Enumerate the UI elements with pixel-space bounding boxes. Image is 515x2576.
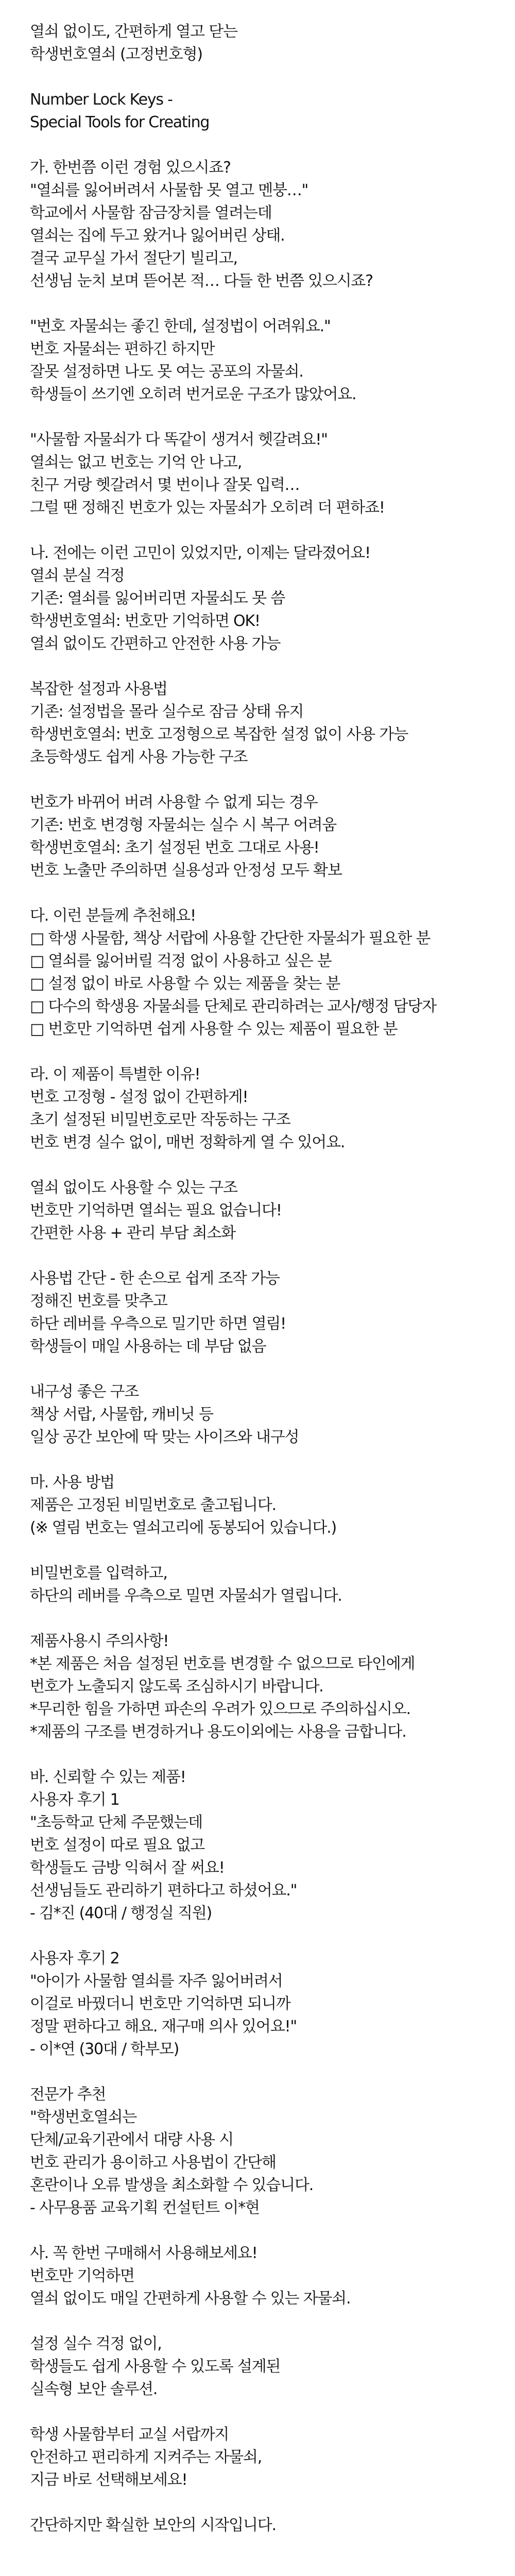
text-line: "열쇠를 잃어버려서 사물함 못 열고 멘붕…" bbox=[30, 181, 308, 199]
text-line: 열쇠 분실 걱정 bbox=[30, 567, 125, 585]
text-line: 학교에서 사물함 잠금장치를 열려는데 bbox=[30, 204, 272, 222]
text-line: 바. 신뢰할 수 있는 제품! bbox=[30, 1768, 186, 1786]
text-line: 제품사용시 주의사항! bbox=[30, 1632, 169, 1650]
text-line: 학생들도 쉽게 사용할 수 있도록 설계된 bbox=[30, 2358, 281, 2376]
text-line: 결국 교무실 가서 절단기 빌리고, bbox=[30, 249, 237, 267]
text-line: "번호 자물쇠는 좋긴 한데, 설정법이 어려워요." bbox=[30, 317, 331, 335]
text-line: 전문가 추천 bbox=[30, 2086, 106, 2104]
text-line: 번호만 기억하면 열쇠는 필요 없습니다! bbox=[30, 1201, 282, 1219]
text-line: 하단 레버를 우측으로 밀기만 하면 열림! bbox=[30, 1315, 286, 1333]
paragraph-gap bbox=[30, 882, 493, 905]
text-line: 일상 공간 보안에 딱 맞는 사이즈와 내구성 bbox=[30, 1428, 299, 1446]
paragraph-gap bbox=[30, 1041, 493, 1063]
text-line: - 사무용품 교육기획 컨설턴트 이*현 bbox=[30, 2199, 260, 2217]
product-description bbox=[30, 21, 493, 2537]
text-line: 복잡한 설정과 사용법 bbox=[30, 680, 167, 698]
text-line: 정해진 번호를 맞추고 bbox=[30, 1292, 167, 1310]
text-line: 마. 사용 방법 bbox=[30, 1473, 114, 1492]
text-line: Number Lock Keys - bbox=[30, 91, 173, 109]
text-line: 책상 서랍, 사물함, 캐비닛 등 bbox=[30, 1405, 213, 1423]
text-line: 번호가 바뀌어 버려 사용할 수 없게 되는 경우 bbox=[30, 793, 318, 811]
paragraph-gap bbox=[30, 1743, 493, 1766]
paragraph-gap bbox=[30, 134, 493, 157]
text-line: 비밀번호를 입력하고, bbox=[30, 1564, 167, 1582]
text-line: □ 학생 사물함, 책상 서랍에 사용할 간단한 자물쇠가 필요한 분 bbox=[30, 929, 431, 947]
text-line: □ 열쇠를 잃어버릴 걱정 없이 사용하고 싶은 분 bbox=[30, 952, 332, 970]
text-line: 친구 거랑 헷갈려서 몇 번이나 잘못 입력… bbox=[30, 476, 300, 494]
text-line: 설정 실수 걱정 없이, bbox=[30, 2335, 162, 2353]
text-line: 학생 사물함부터 교실 서랍까지 bbox=[30, 2426, 229, 2444]
paragraph-gap bbox=[30, 2492, 493, 2514]
text-line: 사용법 간단 - 한 손으로 쉽게 조작 가능 bbox=[30, 1269, 280, 1287]
text-line: 열쇠는 없고 번호는 기억 안 나고, bbox=[30, 453, 242, 471]
text-line: "초등학교 단체 주문했는데 bbox=[30, 1814, 202, 1832]
text-line: 기존: 열쇠를 잃어버리면 자물쇠도 못 씀 bbox=[30, 589, 285, 607]
paragraph-gap bbox=[30, 1154, 493, 1177]
paragraph-gap bbox=[30, 1358, 493, 1381]
text-line: 하단의 레버를 우측으로 밀면 자물쇠가 열립니다. bbox=[30, 1587, 342, 1605]
text-line: 번호만 기억하면 bbox=[30, 2267, 134, 2285]
text-line: *무리한 힘을 가하면 파손의 우려가 있으므로 주의하십시오. bbox=[30, 1700, 410, 1718]
text-line: 학생들도 금방 익혀서 잘 써요! bbox=[30, 1859, 225, 1877]
text-line: 혼란이나 오류 발생을 최소화할 수 있습니다. bbox=[30, 2176, 314, 2194]
text-line: 제품은 고정된 비밀번호로 출고됩니다. bbox=[30, 1496, 276, 1514]
text-line: 선생님들도 관리하기 편하다고 하셨어요." bbox=[30, 1882, 297, 1900]
paragraph-gap bbox=[30, 655, 493, 678]
text-line: 실속형 보안 솔루션. bbox=[30, 2380, 158, 2398]
paragraph-gap bbox=[30, 1539, 493, 1562]
text-line: 열쇠 없이도 매일 간편하게 사용할 수 있는 자물쇠. bbox=[30, 2290, 351, 2308]
text-line: 단체/교육기관에서 대량 사용 시 bbox=[30, 2131, 234, 2149]
text-line: 학생번호열쇠: 초기 설정된 번호 그대로 사용! bbox=[30, 839, 319, 857]
text-line: 초등학생도 쉽게 사용 가능한 구조 bbox=[30, 748, 248, 766]
text-line: 번호 변경 실수 없이, 매번 정확하게 열 수 있어요. bbox=[30, 1133, 345, 1151]
paragraph-gap bbox=[30, 2401, 493, 2424]
text-line: "아이가 사물함 열쇠를 자주 잃어버려서 bbox=[30, 1972, 283, 1990]
text-line: *제품의 구조를 변경하거나 용도이외에는 사용을 금합니다. bbox=[30, 1723, 406, 1741]
text-line: - 김*진 (40대 / 행정실 직원) bbox=[30, 1904, 212, 1922]
text-line: 기존: 설정법을 몰라 실수로 잠금 상태 유지 bbox=[30, 703, 304, 721]
text-line: 번호 고정형 - 설정 없이 간편하게! bbox=[30, 1088, 248, 1106]
text-line: 사. 꼭 한번 구매해서 사용해보세요! bbox=[30, 2244, 258, 2262]
text-line: 학생번호열쇠 (고정번호형) bbox=[30, 45, 202, 63]
text-line: 열쇠 없이도 사용할 수 있는 구조 bbox=[30, 1179, 237, 1197]
text-line: □ 설정 없이 바로 사용할 수 있는 제품을 찾는 분 bbox=[30, 975, 340, 993]
text-line: 사용자 후기 1 bbox=[30, 1791, 119, 1809]
paragraph-gap bbox=[30, 66, 493, 89]
paragraph-gap bbox=[30, 406, 493, 429]
text-line: *본 제품은 처음 설정된 번호를 변경할 수 없으므로 타인에게 bbox=[30, 1655, 415, 1673]
paragraph-gap bbox=[30, 293, 493, 315]
paragraph-gap bbox=[30, 769, 493, 791]
text-line: 열쇠 없이도, 간편하게 열고 닫는 bbox=[30, 23, 237, 41]
paragraph-gap bbox=[30, 2219, 493, 2242]
text-line: "사물함 자물쇠가 다 똑같이 생겨서 헷갈려요!" bbox=[30, 431, 328, 449]
text-line: 열쇠 없이도 간편하고 안전한 사용 가능 bbox=[30, 635, 281, 653]
paragraph-gap bbox=[30, 519, 493, 542]
paragraph-gap bbox=[30, 1449, 493, 1471]
text-line: - 이*연 (30대 / 학부모) bbox=[30, 2040, 179, 2058]
text-line: 지금 바로 선택해보세요! bbox=[30, 2471, 187, 2489]
text-line: 열쇠는 집에 두고 왔거나 잃어버린 상태. bbox=[30, 227, 285, 245]
paragraph-gap bbox=[30, 1245, 493, 1267]
text-line: 나. 전에는 이런 고민이 있었지만, 이제는 달라졌어요! bbox=[30, 544, 370, 562]
text-line: 간편한 사용 + 관리 부담 최소화 bbox=[30, 1224, 235, 1242]
text-line: 간단하지만 확실한 보안의 시작입니다. bbox=[30, 2516, 276, 2534]
text-line: 가. 한번쯤 이런 경험 있으시죠? bbox=[30, 159, 231, 177]
text-line: 사용자 후기 2 bbox=[30, 1950, 119, 1968]
text-line: 번호가 노출되지 않도록 조심하시기 바랍니다. bbox=[30, 1677, 323, 1696]
text-line: Special Tools for Creating bbox=[30, 113, 210, 131]
paragraph-gap bbox=[30, 1925, 493, 1947]
text-line: 정말 편하다고 해요. 재구매 의사 있어요!" bbox=[30, 2018, 297, 2036]
text-line: □ 다수의 학생용 자물쇠를 단체로 관리하려는 교사/행정 담당자 bbox=[30, 997, 436, 1015]
paragraph-gap bbox=[30, 2061, 493, 2083]
text-line: 잘못 설정하면 나도 못 여는 공포의 자물쇠. bbox=[30, 363, 303, 381]
text-line: "학생번호열쇠는 bbox=[30, 2108, 137, 2126]
text-line: 그럴 땐 정해진 번호가 있는 자물쇠가 오히려 더 편하죠! bbox=[30, 499, 385, 517]
paragraph-gap bbox=[30, 2310, 493, 2333]
text-line: 번호 관리가 용이하고 사용법이 간단해 bbox=[30, 2154, 276, 2172]
text-line: 안전하고 편리하게 지켜주는 자물쇠, bbox=[30, 2448, 262, 2466]
text-line: 학생번호열쇠: 번호만 기억하면 OK! bbox=[30, 612, 260, 630]
text-line: 선생님 눈치 보며 뜯어본 적… 다들 한 번쯤 있으시죠? bbox=[30, 272, 373, 290]
text-line: 기존: 번호 변경형 자물쇠는 실수 시 복구 어려움 bbox=[30, 816, 337, 834]
text-line: (※ 열림 번호는 열쇠고리에 동봉되어 있습니다.) bbox=[30, 1519, 337, 1537]
paragraph-gap bbox=[30, 1607, 493, 1630]
text-line: 초기 설정된 비밀번호로만 작동하는 구조 bbox=[30, 1111, 290, 1129]
text-line: 번호 설정이 따로 필요 없고 bbox=[30, 1836, 204, 1854]
text-line: 학생들이 쓰기엔 오히려 번거로운 구조가 많았어요. bbox=[30, 385, 356, 403]
text-line: 다. 이런 분들께 추천해요! bbox=[30, 907, 196, 925]
text-line: 학생들이 매일 사용하는 데 부담 없음 bbox=[30, 1337, 266, 1355]
text-line: 학생번호열쇠: 번호 고정형으로 복잡한 설정 없이 사용 가능 bbox=[30, 725, 408, 743]
text-line: 라. 이 제품이 특별한 이유! bbox=[30, 1065, 200, 1083]
text-line: 내구성 좋은 구조 bbox=[30, 1383, 139, 1401]
text-line: □ 번호만 기억하면 쉽게 사용할 수 있는 제품이 필요한 분 bbox=[30, 1020, 398, 1038]
text-line: 번호 자물쇠는 편하긴 하지만 bbox=[30, 340, 215, 358]
text-line: 번호 노출만 주의하면 실용성과 안정성 모두 확보 bbox=[30, 861, 342, 879]
text-line: 이걸로 바꿨더니 번호만 기억하면 되니까 bbox=[30, 1995, 290, 2013]
